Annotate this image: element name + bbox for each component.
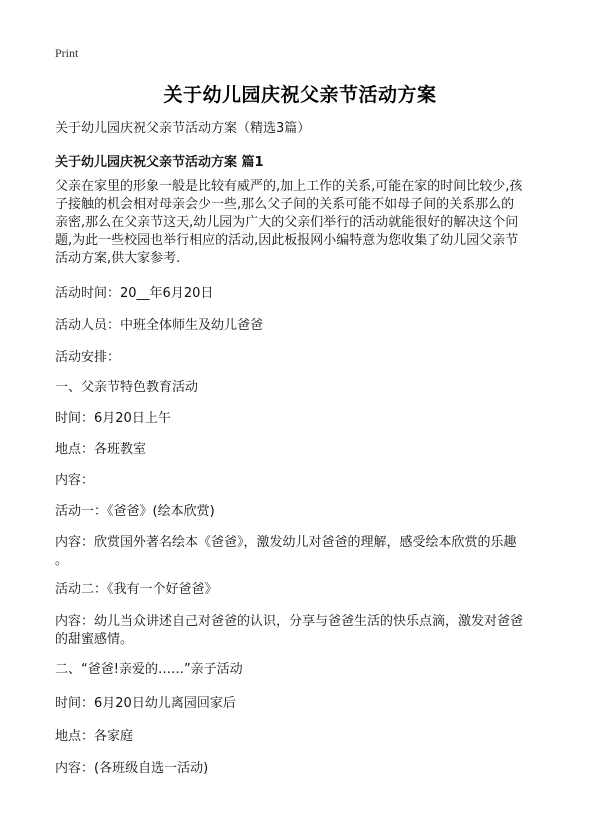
document-title: 关于幼儿园庆祝父亲节活动方案 [163,84,437,106]
intro-line: 子接触的机会相对母亲会少一些,那么父子间的关系可能不如母子间的关系那么的 [55,197,515,212]
activity1-content-line: 。 [55,553,69,568]
activity-arrangement: 活动安排： [55,350,121,365]
activity2-content-line: 内容：幼儿当众讲述自己对爸爸的认识，分享与爸爸生活的快乐点滴，激发对爸爸 [55,614,524,629]
part2-time: 时间：6月20日幼儿离园回家后 [55,696,236,711]
part2-heading: 二、“爸爸!亲爱的……”亲子活动 [55,662,243,677]
activity2-content [55,613,555,649]
activity2-title: 活动二：《我有一个好爸爸》 [55,582,218,597]
activity2-content-line: 的甜蜜感情。 [55,632,134,647]
intro-line: 题,为此一些校园也举行相应的活动,因此板报网小编特意为您收集了幼儿园父亲节 [55,233,519,248]
activity1-content [55,534,555,570]
document-subtitle: 关于幼儿园庆祝父亲节活动方案（精选3篇） [55,121,311,136]
activity1-content-line: 内容：欣赏国外著名绘本《爸爸》，激发幼儿对爸爸的理解，感受绘本欣赏的乐趣 [55,535,517,550]
intro-line: 父亲在家里的形象一般是比较有威严的,加上工作的关系,可能在家的时间比较少,孩 [55,179,523,194]
intro-paragraph [55,178,555,268]
part1-time: 时间：6月20日上午 [55,411,171,426]
part1-heading: 一、父亲节特色教育活动 [55,380,199,395]
activity-time: 活动时间：20__年6月20日 [55,286,214,301]
part1-content-label: 内容： [55,473,95,488]
part1-place: 地点：各班教室 [55,442,147,457]
part2-place: 地点：各家庭 [55,729,134,744]
intro-line: 活动方案,供大家参考. [55,251,181,266]
activity1-title: 活动一：《爸爸》(绘本欣赏) [55,504,215,519]
activity-people: 活动人员：中班全体师生及幼儿爸爸 [55,318,264,333]
part2-content: 内容：(各班级自选一活动) [55,761,209,776]
section-heading: 关于幼儿园庆祝父亲节活动方案 篇1 [55,155,264,170]
intro-line: 亲密,那么在父亲节这天,幼儿园为广大的父亲们举行的活动就能很好的解决这个问 [55,215,519,230]
print-label: Print [55,46,79,60]
